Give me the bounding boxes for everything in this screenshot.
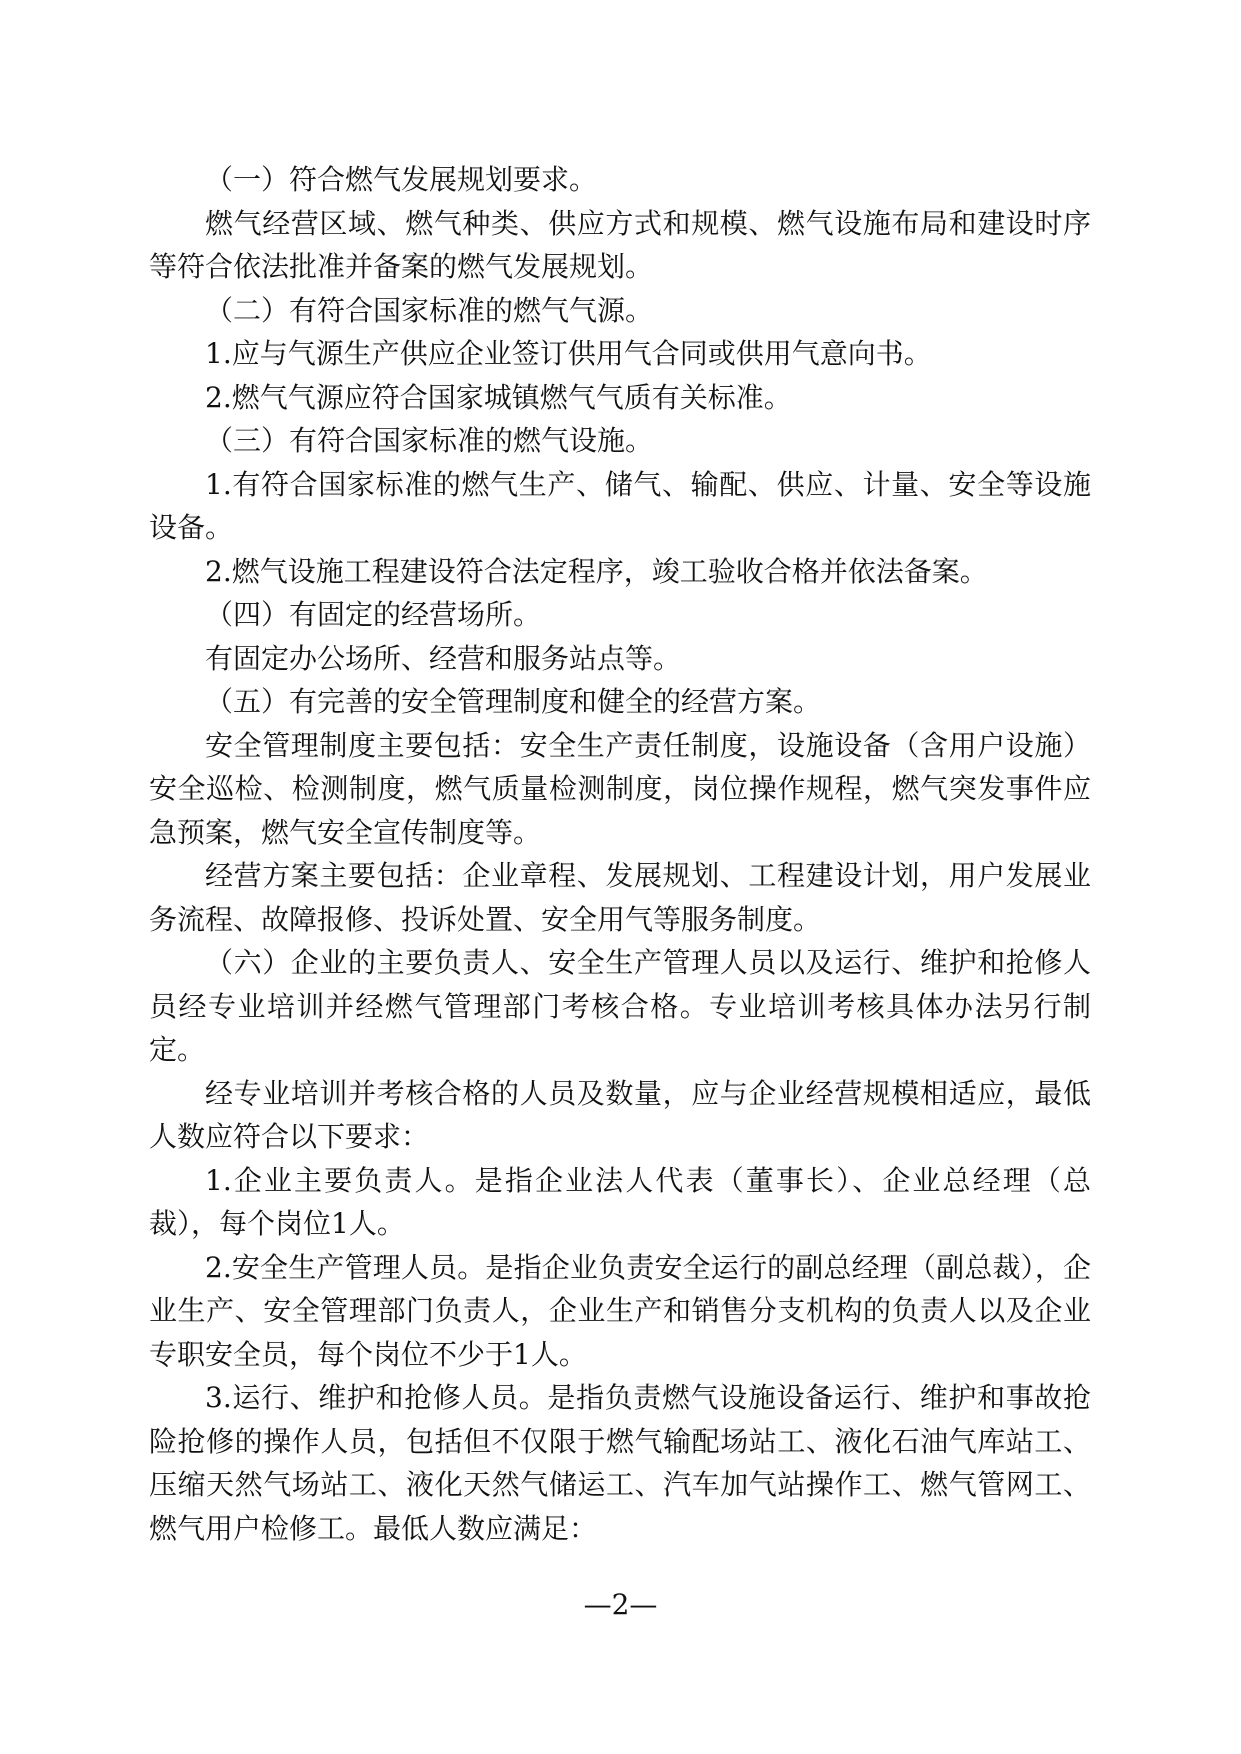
- paragraph: 经专业培训并考核合格的人员及数量，应与企业经营规模相适应，最低人数应符合以下要求：: [149, 1076, 1091, 1153]
- paragraph: （六）企业的主要负责人、安全生产管理人员以及运行、维护和抢修人员经专业培训并经燃气管理部门考核合格。专业培训考核具体办法另行制定。: [149, 946, 1091, 1066]
- paragraph: 3.运行、维护和抢修人员。是指负责燃气设施设备运行、维护和事故抢险抢修的操作人员，包括但不仅限于燃气输配场站工、液化石油气库站工、压缩天然气场站工、液化天然气储运工、汽车加气站操作工、燃气管网工、燃气用户检修工。最低人数应满足：: [149, 1381, 1091, 1545]
- paragraph: 燃气经营区域、燃气种类、供应方式和规模、燃气设施布局和建设时序等符合依法批准并备案的燃气发展规划。: [149, 206, 1091, 283]
- paragraph: （一）符合燃气发展规划要求。: [205, 163, 598, 196]
- paragraph: 有固定办公场所、经营和服务站点等。: [205, 641, 682, 675]
- paragraph: （四）有固定的经营场所。: [205, 598, 542, 631]
- paragraph: 2.燃气设施工程建设符合法定程序，竣工验收合格并依法备案。: [205, 554, 988, 588]
- page-number: —2—: [583, 1588, 658, 1621]
- paragraph: 1.有符合国家标准的燃气生产、储气、输配、供应、计量、安全等设施设备。: [149, 467, 1091, 544]
- document-body: [149, 158, 1091, 1550]
- paragraph: 安全管理制度主要包括：安全生产责任制度，设施设备（含用户设施）安全巡检、检测制度，燃气质量检测制度，岗位操作规程，燃气突发事件应急预案，燃气安全宣传制度等。: [149, 728, 1091, 849]
- paragraph: （三）有符合国家标准的燃气设施。: [205, 424, 654, 457]
- paragraph: 2.安全生产管理人员。是指企业负责安全运行的副总经理（副总裁），企业生产、安全管理部门负责人，企业生产和销售分支机构的负责人以及企业专职安全员，每个岗位不少于1人。: [149, 1250, 1091, 1371]
- paragraph: 经营方案主要包括：企业章程、发展规划、工程建设计划，用户发展业务流程、故障报修、投诉处置、安全用气等服务制度。: [149, 859, 1091, 936]
- paragraph: 1.企业主要负责人。是指企业法人代表（董事长）、企业总经理（总裁），每个岗位1人。: [149, 1163, 1091, 1240]
- paragraph: 2.燃气气源应符合国家城镇燃气气质有关标准。: [205, 380, 792, 414]
- paragraph: （二）有符合国家标准的燃气气源。: [205, 293, 654, 327]
- paragraph: （五）有完善的安全管理制度和健全的经营方案。: [205, 685, 822, 718]
- paragraph: 1.应与气源生产供应企业签订供用气合同或供用气意向书。: [205, 337, 932, 370]
